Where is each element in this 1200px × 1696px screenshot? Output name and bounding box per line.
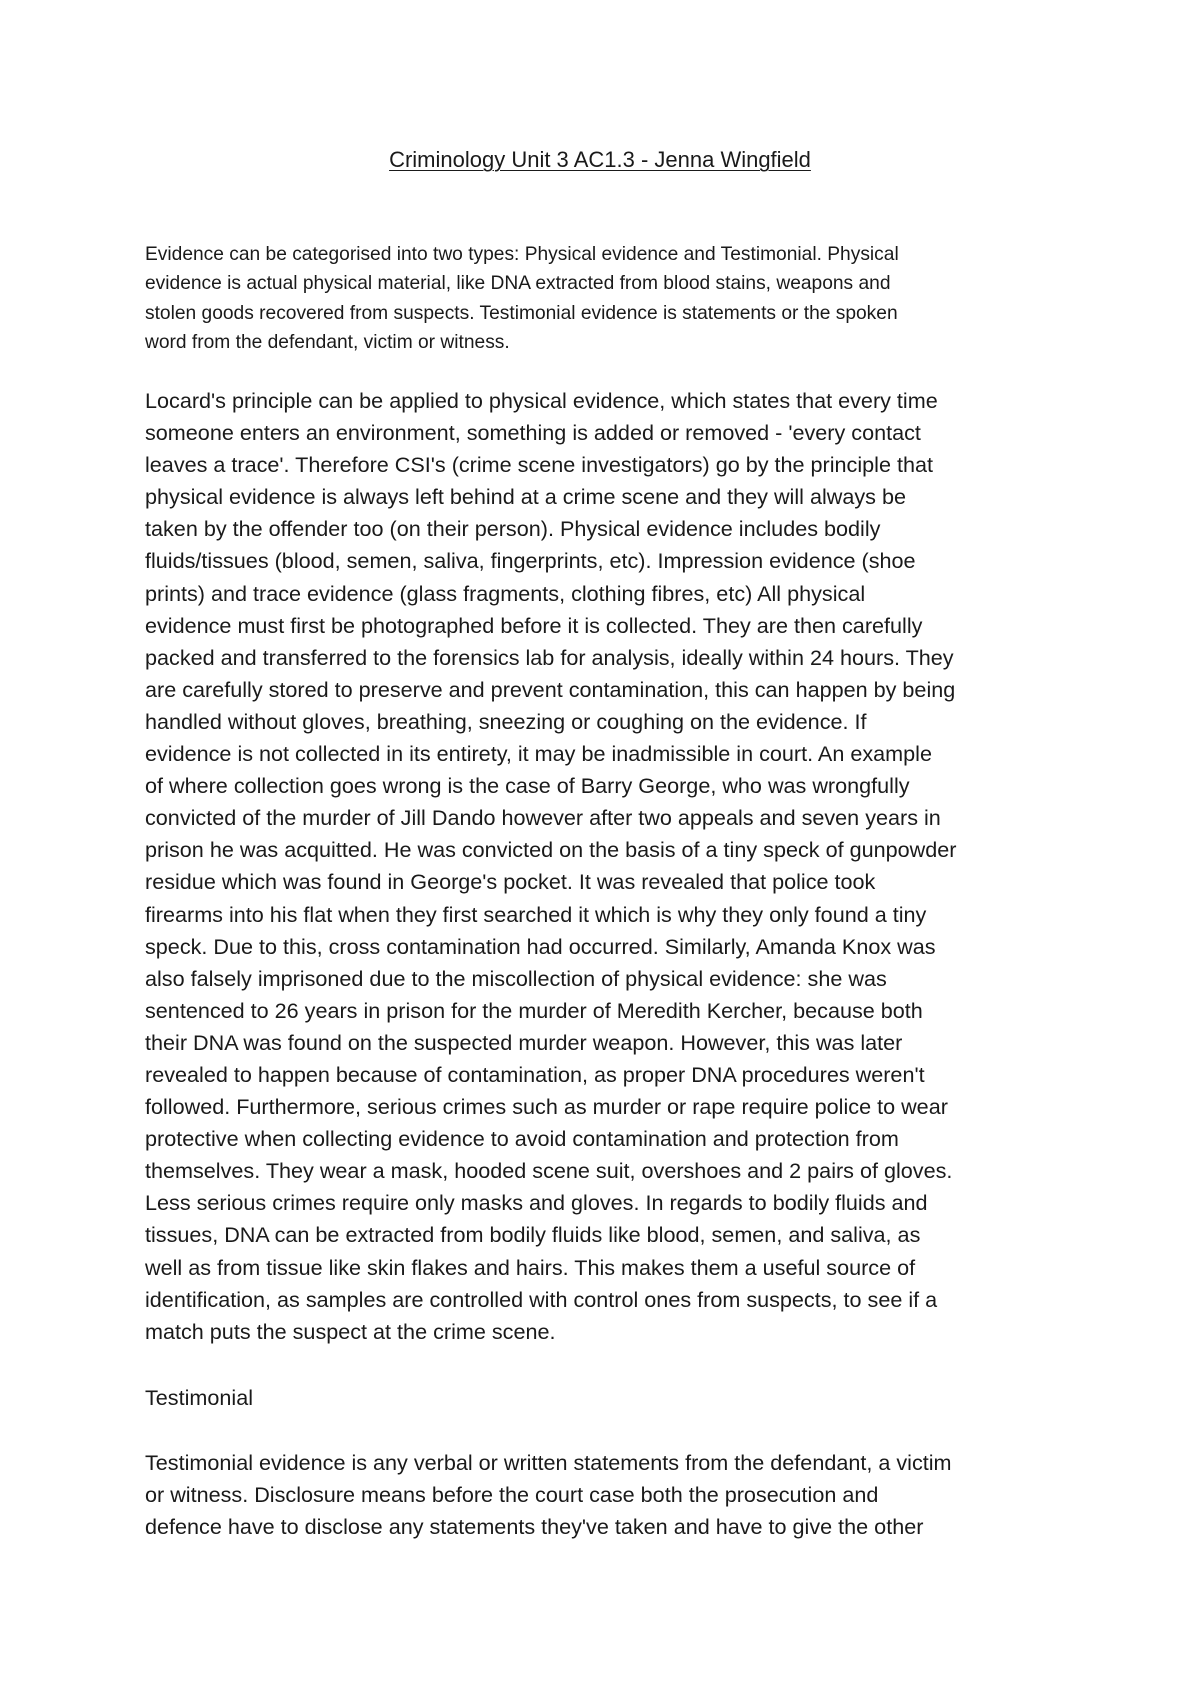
text-line: themselves. They wear a mask, hooded scene suit, overshoes and 2 pairs of gloves. xyxy=(145,1158,953,1184)
text-line: or witness. Disclosure means before the court case both the prosecution and xyxy=(145,1482,879,1507)
physical-evidence-paragraph xyxy=(145,385,1080,1348)
text-line: evidence is not collected in its entirety, it may be inadmissible in court. An example xyxy=(145,741,932,767)
text-line: prison he was acquitted. He was convicted on the basis of a tiny speck of gunpowder xyxy=(145,837,957,863)
text-line: Less serious crimes require only masks and gloves. In regards to bodily fluids and xyxy=(145,1190,928,1216)
text-line: sentenced to 26 years in prison for the murder of Meredith Kercher, because both xyxy=(145,997,923,1023)
text-line: of where collection goes wrong is the case of Barry George, who was wrongfully xyxy=(145,773,910,799)
text-line: handled without gloves, breathing, sneezing or coughing on the evidence. If xyxy=(145,708,867,734)
text-line: word from the defendant, victim or witness. xyxy=(145,332,510,354)
text-line: Testimonial evidence is any verbal or written statements from the defendant, a victim xyxy=(145,1450,952,1475)
text-line: taken by the offender too (on their person). Physical evidence includes bodily xyxy=(145,516,881,542)
text-line: someone enters an environment, something is added or removed - 'every contact xyxy=(145,420,921,446)
text-line: prints) and trace evidence (glass fragments, clothing fibres, etc) All physical xyxy=(145,580,866,606)
text-line: stolen goods recovered from suspects. Testimonial evidence is statements or the spoken xyxy=(145,302,898,324)
text-line: also falsely imprisoned due to the miscollection of physical evidence: she was xyxy=(145,965,887,991)
text-line: their DNA was found on the suspected murder weapon. However, this was later xyxy=(145,1029,903,1055)
text-line: speck. Due to this, cross contamination had occurred. Similarly, Amanda Knox was xyxy=(145,933,936,959)
testimonial-paragraph xyxy=(145,1447,1080,1543)
text-line: firearms into his flat when they first searched it which is why they only found a tiny xyxy=(145,901,927,927)
text-line: tissues, DNA can be extracted from bodily fluids like blood, semen, and saliva, as xyxy=(145,1222,921,1248)
text-line: Locard's principle can be applied to physical evidence, which states that every time xyxy=(145,388,938,413)
text-line: packed and transferred to the forensics lab for analysis, ideally within 24 hours. They xyxy=(145,644,954,670)
text-line: Evidence can be categorised into two types: Physical evidence and Testimonial. Physical xyxy=(145,244,899,265)
text-line: leaves a trace'. Therefore CSI's (crime scene investigators) go by the principle that xyxy=(145,452,933,478)
text-line: match puts the suspect at the crime scene. xyxy=(145,1318,556,1344)
text-line: convicted of the murder of Jill Dando however after two appeals and seven years in xyxy=(145,805,941,831)
text-line: are carefully stored to preserve and prevent contamination, this can happen by being xyxy=(145,676,956,702)
testimonial-heading: Testimonial xyxy=(145,1385,254,1410)
document-title: Criminology Unit 3 AC1.3 - Jenna Wingfield xyxy=(389,147,811,172)
text-line: residue which was found in George's pocket. It was revealed that police took xyxy=(145,869,876,895)
text-line: evidence is actual physical material, like DNA extracted from blood stains, weapons and xyxy=(145,273,891,295)
text-line: evidence must first be photographed before it is collected. They are then carefully xyxy=(145,612,923,638)
text-line: followed. Furthermore, serious crimes such as murder or rape require police to wear xyxy=(145,1094,948,1120)
text-line: defence have to disclose any statements they've taken and have to give the other xyxy=(145,1514,924,1539)
text-line: identification, as samples are controlled with control ones from suspects, to see if a xyxy=(145,1286,938,1312)
text-line: well as from tissue like skin flakes and hairs. This makes them a useful source of xyxy=(145,1254,916,1280)
text-line: physical evidence is always left behind at a crime scene and they will always be xyxy=(145,484,906,510)
text-line: fluids/tissues (blood, semen, saliva, fingerprints, etc). Impression evidence (shoe xyxy=(145,548,916,574)
intro-paragraph xyxy=(145,240,1080,358)
text-line: protective when collecting evidence to avoid contamination and protection from xyxy=(145,1126,899,1152)
text-line: revealed to happen because of contamination, as proper DNA procedures weren't xyxy=(145,1061,925,1087)
